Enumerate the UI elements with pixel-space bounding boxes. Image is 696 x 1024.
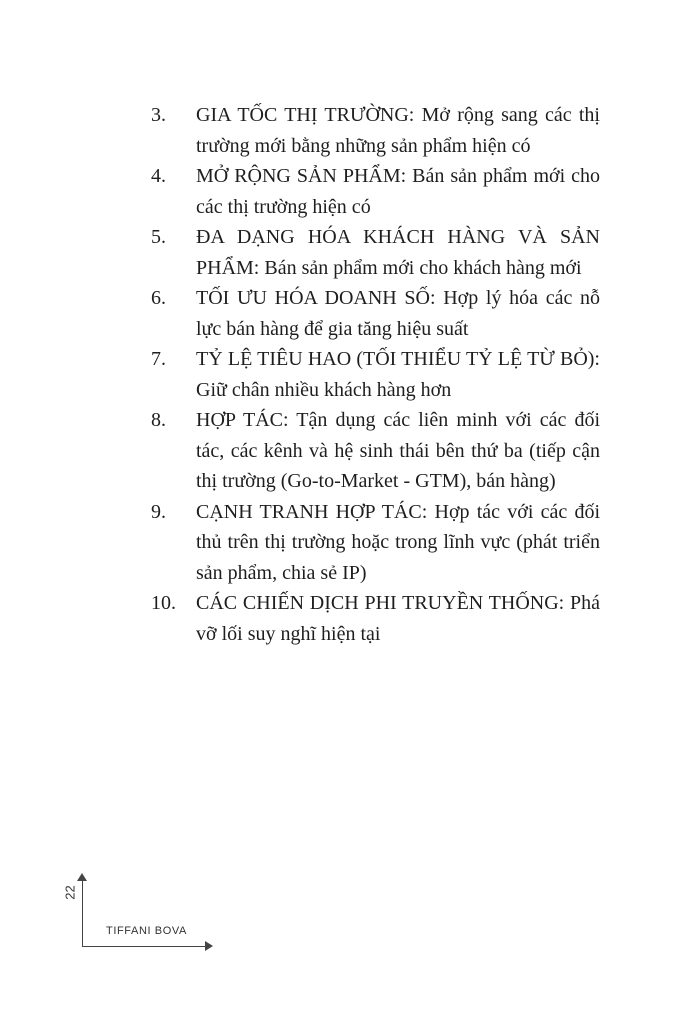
list-item xyxy=(0,161,696,222)
item-text: HỢP TÁC: Tận dụng các liên minh với các đối tác, các kênh và hệ sinh thái bên thứ ba (tiếp cận thị trường (Go-to-Market - GTM), bán hàng) xyxy=(196,409,600,492)
list-item xyxy=(0,588,696,649)
list-item xyxy=(0,405,696,497)
item-text: MỞ RỘNG SẢN PHẨM: Bán sản phẩm mới cho các thị trường hiện có xyxy=(196,165,600,218)
list-item xyxy=(0,100,696,161)
page-number: 22 xyxy=(62,885,78,900)
horizontal-axis-line xyxy=(82,946,206,947)
item-text: CẠNH TRANH HỢP TÁC: Hợp tác với các đối thủ trên thị trường hoặc trong lĩnh vực (phát triển sản phẩm, chia sẻ IP) xyxy=(196,500,600,584)
item-text: GIA TỐC THỊ TRƯỜNG: Mở rộng sang các thị trường mới bằng những sản phẩm hiện có xyxy=(196,104,600,157)
horizontal-arrow-icon xyxy=(205,941,213,951)
item-text: CÁC CHIẾN DỊCH PHI TRUYỀN THỐNG: Phá vỡ lối suy nghĩ hiện tại xyxy=(196,592,600,645)
item-number: 4. xyxy=(151,165,166,187)
item-number: 3. xyxy=(151,104,166,126)
list-item xyxy=(0,497,696,589)
item-number: 6. xyxy=(151,287,166,309)
item-text: ĐA DẠNG HÓA KHÁCH HÀNG VÀ SẢN PHẨM: Bán sản phẩm mới cho khách hàng mới xyxy=(196,226,600,279)
list-item xyxy=(0,222,696,283)
item-number: 8. xyxy=(151,409,166,431)
item-number: 5. xyxy=(151,226,166,248)
author-name: TIFFANI BOVA xyxy=(106,925,187,937)
list-item xyxy=(0,344,696,405)
item-text: TỐI ƯU HÓA DOANH SỐ: Hợp lý hóa các nỗ lực bán hàng để gia tăng hiệu suất xyxy=(196,287,600,340)
item-number: 7. xyxy=(151,348,166,370)
numbered-list xyxy=(0,100,696,649)
vertical-axis-line xyxy=(82,880,83,947)
item-number: 10. xyxy=(151,592,176,614)
item-text: TỶ LỆ TIÊU HAO (TỐI THIỂU TỶ LỆ TỪ BỎ): Giữ chân nhiều khách hàng hơn xyxy=(196,348,600,401)
item-number: 9. xyxy=(151,500,166,523)
list-item xyxy=(0,283,696,344)
